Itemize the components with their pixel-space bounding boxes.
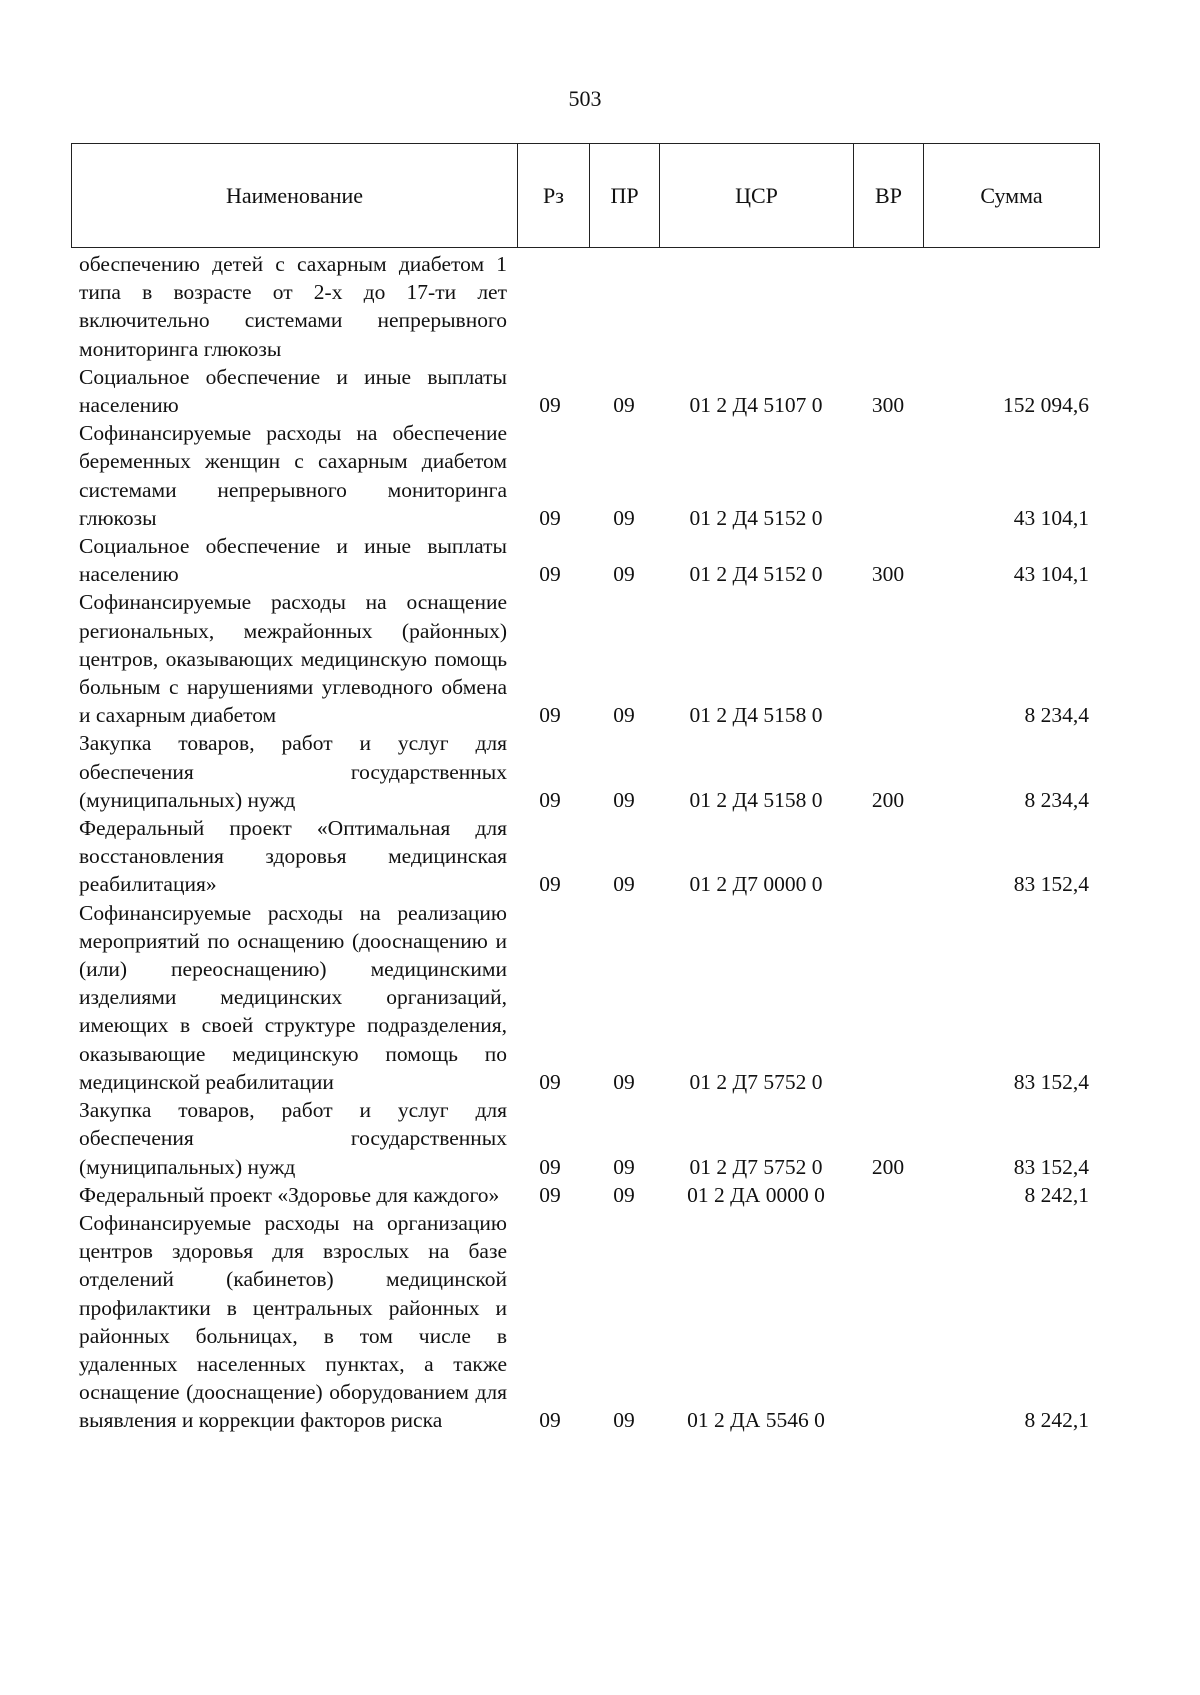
row-csr: 01 2 Д4 5152 0 [689, 562, 823, 587]
row-pr: 09 [613, 1069, 635, 1094]
table-row [71, 532, 1099, 588]
row-sum: 8 242,1 [1024, 1408, 1089, 1433]
table-body [71, 250, 1099, 1435]
row-name: Федеральный проект «Здоровье для каждого» [79, 1182, 500, 1207]
row-sum: 43 104,1 [1013, 562, 1089, 587]
row-vr [853, 1209, 923, 1435]
row-pr: 09 [613, 505, 635, 530]
row-csr: 01 2 Д4 5158 0 [689, 703, 823, 728]
row-sum: 83 152,4 [1013, 872, 1089, 897]
row-rz: 09 [539, 393, 561, 418]
row-pr: 09 [613, 1408, 635, 1433]
row-pr: 09 [613, 787, 635, 812]
row-sum: 8 234,4 [1024, 703, 1089, 728]
row-rz [517, 250, 589, 363]
row-rz: 09 [539, 1069, 561, 1094]
row-pr [589, 250, 659, 363]
row-csr: 01 2 Д7 5752 0 [689, 1069, 823, 1094]
column-header-name: Наименование [72, 144, 518, 248]
row-rz: 09 [539, 562, 561, 587]
column-header-sum: Сумма [924, 144, 1100, 248]
row-rz: 09 [539, 1408, 561, 1433]
table-row [71, 729, 1099, 814]
table-row [71, 1209, 1099, 1435]
row-csr: 01 2 Д7 0000 0 [689, 872, 823, 897]
row-pr: 09 [613, 703, 635, 728]
row-name: Софинансируемые расходы на оснащение региональных, межрайонных (районных) центров, оказывающих медицинскую помощь больным с нарушениями углеводного обмена и сахарным диабетом [79, 590, 507, 728]
row-csr: 01 2 Д4 5107 0 [689, 393, 823, 418]
row-sum: 8 234,4 [1024, 787, 1089, 812]
table-row [71, 1096, 1099, 1181]
table-row [71, 899, 1099, 1096]
row-vr [853, 1181, 923, 1209]
row-name: Социальное обеспечение и иные выплаты населению [79, 534, 507, 587]
row-rz: 09 [539, 1182, 561, 1207]
row-name: Софинансируемые расходы на организацию центров здоровья для взрослых на базе отделений (кабинетов) медицинской профилактики в центральных районных и районных больницах, в том числе в удаленных населенных пунктах, а также оснащение (дооснащение) оборудованием для выявления и коррекции факторов риска [79, 1210, 507, 1433]
row-pr: 09 [613, 872, 635, 897]
row-sum: 83 152,4 [1013, 1154, 1089, 1179]
row-name: Закупка товаров, работ и услуг для обеспечения государственных (муниципальных) нужд [79, 1098, 507, 1179]
table-row [71, 814, 1099, 899]
row-name: обеспечению детей с сахарным диабетом 1 типа в возрасте от 2-х до 17-ти лет включительно системами непрерывного мониторинга глюкозы [79, 252, 507, 361]
row-vr [853, 250, 923, 363]
row-rz: 09 [539, 1154, 561, 1179]
row-sum: 43 104,1 [1013, 505, 1089, 530]
row-rz: 09 [539, 787, 561, 812]
row-csr: 01 2 Д7 5752 0 [689, 1154, 823, 1179]
column-header-csr: ЦСР [660, 144, 854, 248]
row-vr [853, 588, 923, 729]
row-vr [853, 419, 923, 532]
row-csr [659, 250, 853, 363]
column-header-pr: ПР [590, 144, 660, 248]
row-vr: 300 [871, 562, 905, 587]
row-csr: 01 2 ДА 0000 0 [687, 1182, 825, 1207]
column-header-vr: ВР [854, 144, 924, 248]
row-sum [923, 250, 1099, 363]
row-pr: 09 [613, 1154, 635, 1179]
table-row [71, 419, 1099, 532]
budget-table [71, 250, 1099, 1435]
row-vr: 200 [871, 787, 905, 812]
row-name: Социальное обеспечение и иные выплаты населению [79, 364, 507, 418]
table-row [71, 250, 1099, 363]
page-number: 503 [568, 86, 602, 111]
table-header [71, 143, 1100, 248]
row-name: Федеральный проект «Оптимальная для восстановления здоровья медицинская реабилитация» [79, 816, 507, 897]
row-name: Софинансируемые расходы на реализацию мероприятий по оснащению (дооснащению и (или) переоснащению) медицинскими изделиями медицинских организаций, имеющих в своей структуре подразделения, оказывающие медицинскую помощь по медицинской реабилитации [79, 900, 507, 1094]
table-row [71, 588, 1099, 729]
row-sum: 152 094,6 [1003, 393, 1089, 418]
row-rz: 09 [539, 505, 561, 530]
row-pr: 09 [613, 393, 635, 418]
row-pr: 09 [613, 1182, 635, 1207]
row-sum: 8 242,1 [1024, 1182, 1089, 1207]
row-csr: 01 2 Д4 5152 0 [689, 505, 823, 530]
row-csr: 01 2 ДА 5546 0 [687, 1408, 825, 1433]
row-pr: 09 [613, 562, 635, 587]
row-rz: 09 [539, 703, 561, 728]
row-vr [853, 814, 923, 899]
row-vr: 300 [871, 393, 905, 418]
row-sum: 83 152,4 [1013, 1069, 1089, 1094]
row-vr [853, 899, 923, 1096]
row-name: Софинансируемые расходы на обеспечение беременных женщин с сахарным диабетом системами непрерывного мониторинга глюкозы [79, 421, 507, 530]
row-csr: 01 2 Д4 5158 0 [689, 787, 823, 812]
row-name: Закупка товаров, работ и услуг для обеспечения государственных (муниципальных) нужд [79, 731, 507, 812]
column-header-rz: Рз [518, 144, 590, 248]
row-rz: 09 [539, 872, 561, 897]
table-row [71, 363, 1099, 419]
table-row [71, 1181, 1099, 1209]
row-vr: 200 [871, 1154, 905, 1179]
